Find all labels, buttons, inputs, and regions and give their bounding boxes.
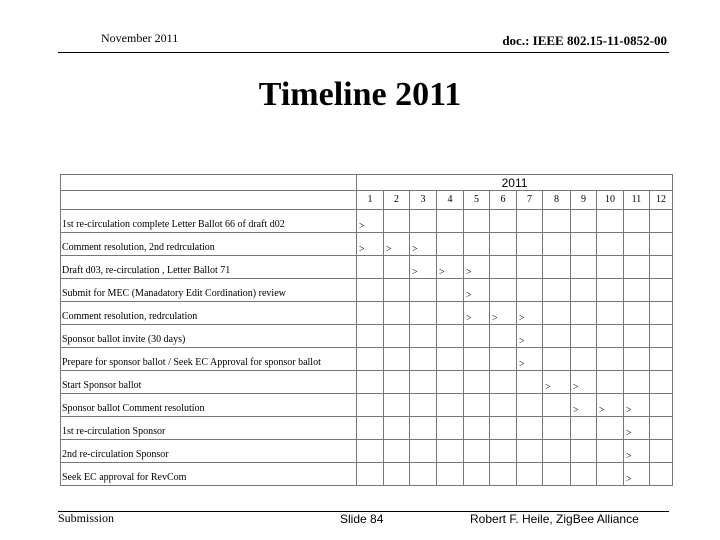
year-row — [61, 175, 673, 191]
timeline-cell — [650, 256, 673, 279]
timeline-cell — [384, 440, 410, 463]
timeline-mark: > — [543, 371, 571, 394]
timeline-cell — [597, 417, 624, 440]
timeline-cell — [571, 233, 597, 256]
timeline-mark: > — [437, 256, 464, 279]
timeline-cell — [543, 279, 571, 302]
timeline-cell — [464, 210, 490, 233]
month-header: 10 — [597, 191, 624, 210]
timeline-cell — [490, 325, 517, 348]
timeline-cell — [357, 440, 384, 463]
task-row — [61, 210, 673, 233]
timeline-cell — [384, 371, 410, 394]
timeline-cell — [490, 417, 517, 440]
timeline-cell — [490, 233, 517, 256]
timeline-cell — [384, 348, 410, 371]
year-row-blank — [61, 175, 357, 191]
timeline-cell — [437, 348, 464, 371]
timeline-cell — [650, 348, 673, 371]
timeline-cell — [543, 256, 571, 279]
timeline-mark: > — [624, 463, 650, 486]
timeline-cell — [437, 440, 464, 463]
timeline-mark: > — [410, 256, 437, 279]
timeline-cell — [357, 371, 384, 394]
timeline-cell — [384, 463, 410, 486]
timeline-cell — [597, 256, 624, 279]
timeline-cell — [571, 440, 597, 463]
timeline-cell — [571, 256, 597, 279]
timeline-cell — [384, 394, 410, 417]
timeline-cell — [571, 302, 597, 325]
timeline-cell — [357, 325, 384, 348]
timeline-cell — [410, 440, 437, 463]
timeline-cell — [543, 302, 571, 325]
timeline-mark: > — [597, 394, 624, 417]
timeline-cell — [410, 302, 437, 325]
task-row — [61, 440, 673, 463]
timeline-cell — [464, 417, 490, 440]
timeline-cell — [437, 279, 464, 302]
timeline-cell — [543, 440, 571, 463]
timeline-cell — [571, 463, 597, 486]
timeline-cell — [410, 417, 437, 440]
task-label: Draft d03, re-circulation , Letter Ballot 71 — [61, 256, 357, 279]
timeline-cell — [650, 394, 673, 417]
timeline-cell — [597, 302, 624, 325]
timeline-cell — [517, 256, 543, 279]
timeline-cell — [464, 371, 490, 394]
timeline-cell — [357, 417, 384, 440]
task-label: Sponsor ballot invite (30 days) — [61, 325, 357, 348]
month-header: 6 — [490, 191, 517, 210]
timeline-cell — [543, 325, 571, 348]
task-row — [61, 279, 673, 302]
timeline-mark: > — [571, 371, 597, 394]
timeline-cell — [464, 440, 490, 463]
timeline-cell — [384, 417, 410, 440]
timeline-cell — [437, 371, 464, 394]
task-row — [61, 463, 673, 486]
timeline-cell — [437, 394, 464, 417]
month-row-blank — [61, 191, 357, 210]
timeline-cell — [517, 371, 543, 394]
timeline-cell — [597, 279, 624, 302]
task-label: Sponsor ballot Comment resolution — [61, 394, 357, 417]
slide-title: Timeline 2011 — [258, 76, 462, 113]
timeline-mark: > — [624, 394, 650, 417]
task-row — [61, 302, 673, 325]
timeline-cell — [437, 417, 464, 440]
timeline-cell — [437, 463, 464, 486]
timeline-mark: > — [517, 348, 543, 371]
footer-author: Robert F. Heile, ZigBee Alliance — [470, 512, 639, 526]
timeline-cell — [357, 302, 384, 325]
timeline-mark: > — [357, 233, 384, 256]
month-header: 12 — [650, 191, 673, 210]
timeline-cell — [410, 325, 437, 348]
timeline-mark: > — [624, 440, 650, 463]
month-header: 11 — [624, 191, 650, 210]
timeline-cell — [624, 348, 650, 371]
timeline-cell — [624, 279, 650, 302]
task-label: 1st re-circulation Sponsor — [61, 417, 357, 440]
task-row — [61, 348, 673, 371]
timeline-table — [60, 174, 673, 486]
timeline-cell — [357, 348, 384, 371]
month-header: 2 — [384, 191, 410, 210]
timeline-cell — [384, 325, 410, 348]
timeline-mark: > — [384, 233, 410, 256]
timeline-cell — [624, 233, 650, 256]
timeline-cell — [624, 371, 650, 394]
timeline-mark: > — [571, 394, 597, 417]
timeline-cell — [384, 279, 410, 302]
timeline-cell — [650, 302, 673, 325]
timeline-cell — [624, 210, 650, 233]
timeline-cell — [571, 417, 597, 440]
timeline-cell — [490, 371, 517, 394]
task-label: 2nd re-circulation Sponsor — [61, 440, 357, 463]
timeline-cell — [490, 463, 517, 486]
timeline-cell — [597, 371, 624, 394]
task-row — [61, 233, 673, 256]
task-label: Comment resolution, redrculation — [61, 302, 357, 325]
timeline-cell — [437, 210, 464, 233]
month-header: 1 — [357, 191, 384, 210]
timeline-cell — [543, 463, 571, 486]
timeline-cell — [571, 348, 597, 371]
task-row — [61, 394, 673, 417]
timeline-cell — [624, 325, 650, 348]
timeline-cell — [357, 394, 384, 417]
task-row — [61, 417, 673, 440]
task-label: Prepare for sponsor ballot / Seek EC Approval for sponsor ballot — [61, 348, 357, 371]
timeline-cell — [624, 256, 650, 279]
timeline-mark: > — [357, 210, 384, 233]
footer-submission: Submission — [58, 511, 115, 525]
year-header: 2011 — [357, 175, 673, 191]
timeline-cell — [571, 325, 597, 348]
task-label: 1st re-circulation complete Letter Ballot 66 of draft d02 — [61, 210, 357, 233]
month-row — [61, 191, 673, 210]
month-header: 9 — [571, 191, 597, 210]
footer-slide-number: Slide 84 — [340, 512, 384, 526]
task-label: Comment resolution, 2nd redrculation — [61, 233, 357, 256]
timeline-cell — [650, 463, 673, 486]
timeline-mark: > — [517, 302, 543, 325]
header-date: November 2011 — [101, 31, 179, 45]
task-row — [61, 256, 673, 279]
timeline-cell — [517, 417, 543, 440]
timeline-cell — [490, 210, 517, 233]
timeline-cell — [543, 233, 571, 256]
timeline-cell — [543, 394, 571, 417]
timeline-mark: > — [490, 302, 517, 325]
timeline-cell — [571, 210, 597, 233]
timeline-mark: > — [464, 302, 490, 325]
timeline-cell — [543, 348, 571, 371]
timeline-cell — [384, 302, 410, 325]
task-label: Submit for MEC (Manadatory Edit Cordination) review — [61, 279, 357, 302]
timeline-cell — [597, 440, 624, 463]
timeline-cell — [597, 325, 624, 348]
timeline-cell — [464, 233, 490, 256]
timeline-cell — [543, 417, 571, 440]
timeline-cell — [543, 210, 571, 233]
timeline-cell — [410, 210, 437, 233]
timeline-cell — [410, 463, 437, 486]
task-label: Start Sponsor ballot — [61, 371, 357, 394]
timeline-cell — [517, 394, 543, 417]
timeline-cell — [490, 440, 517, 463]
month-header: 3 — [410, 191, 437, 210]
timeline-mark: > — [517, 325, 543, 348]
timeline-cell — [571, 279, 597, 302]
timeline-mark: > — [464, 279, 490, 302]
timeline-cell — [384, 210, 410, 233]
timeline-cell — [597, 233, 624, 256]
timeline-cell — [597, 463, 624, 486]
timeline-cell — [410, 394, 437, 417]
month-header: 7 — [517, 191, 543, 210]
timeline-cell — [597, 210, 624, 233]
timeline-cell — [490, 256, 517, 279]
timeline-cell — [464, 463, 490, 486]
month-header: 5 — [464, 191, 490, 210]
timeline-cell — [517, 440, 543, 463]
month-header: 8 — [543, 191, 571, 210]
header-divider — [58, 52, 669, 53]
timeline-cell — [410, 371, 437, 394]
month-header: 4 — [437, 191, 464, 210]
timeline-cell — [437, 233, 464, 256]
timeline-cell — [597, 348, 624, 371]
timeline-cell — [517, 463, 543, 486]
timeline-mark: > — [624, 417, 650, 440]
timeline-cell — [624, 302, 650, 325]
timeline-cell — [650, 325, 673, 348]
timeline-cell — [464, 394, 490, 417]
timeline-cell — [357, 256, 384, 279]
timeline-cell — [650, 210, 673, 233]
timeline-cell — [650, 279, 673, 302]
timeline-cell — [490, 279, 517, 302]
timeline-cell — [410, 348, 437, 371]
timeline-mark: > — [410, 233, 437, 256]
timeline-cell — [490, 348, 517, 371]
timeline-cell — [517, 233, 543, 256]
timeline-cell — [464, 348, 490, 371]
timeline-cell — [464, 325, 490, 348]
header-doc-id: doc.: IEEE 802.15-11-0852-00 — [502, 33, 667, 48]
timeline-cell — [650, 233, 673, 256]
timeline-cell — [490, 394, 517, 417]
task-row — [61, 371, 673, 394]
task-label: Seek EC approval for RevCom — [61, 463, 357, 486]
task-row — [61, 325, 673, 348]
timeline-cell — [357, 279, 384, 302]
timeline-cell — [437, 325, 464, 348]
timeline-cell — [357, 463, 384, 486]
timeline-cell — [437, 302, 464, 325]
timeline-cell — [410, 279, 437, 302]
timeline-cell — [650, 440, 673, 463]
timeline-cell — [650, 417, 673, 440]
timeline-cell — [517, 279, 543, 302]
timeline-cell — [517, 210, 543, 233]
timeline-cell — [650, 371, 673, 394]
timeline-mark: > — [464, 256, 490, 279]
timeline-cell — [384, 256, 410, 279]
